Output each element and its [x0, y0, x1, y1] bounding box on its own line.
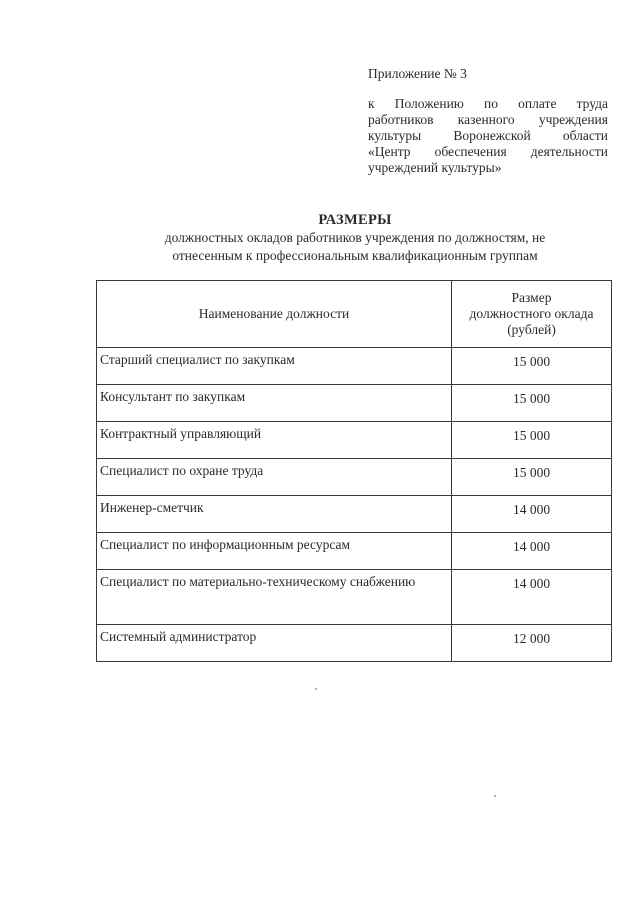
table-row	[97, 422, 612, 459]
scan-speck	[494, 795, 496, 797]
title-subline-1: должностных окладов работников учреждения по должностям, не	[164, 230, 546, 245]
amount-cell: 12 000	[452, 625, 612, 662]
amount-cell: 14 000	[452, 533, 612, 570]
amount-cell: 15 000	[452, 459, 612, 496]
document-title	[100, 211, 610, 265]
table-row	[97, 625, 612, 662]
position-cell: Контрактный управляющий	[97, 422, 452, 459]
table-row	[97, 459, 612, 496]
position-cell: Инженер-сметчик	[97, 496, 452, 533]
position-cell: Специалист по информационным ресурсам	[97, 533, 452, 570]
table-row	[97, 570, 612, 625]
header-position-name: Наименование должности	[97, 281, 452, 348]
amount-cell: 15 000	[452, 422, 612, 459]
amount-cell: 15 000	[452, 348, 612, 385]
header-amount-line: (рублей)	[507, 322, 556, 337]
table-row	[97, 496, 612, 533]
appendix-line: учреждений культуры»	[368, 160, 502, 175]
appendix-line: работников казенного учреждения	[368, 112, 608, 127]
header-amount-line: Размер	[511, 290, 552, 305]
table-row	[97, 533, 612, 570]
appendix-line: к Положению по оплате труда	[368, 96, 608, 111]
appendix-number: Приложение № 3	[368, 66, 467, 81]
table-row	[97, 348, 612, 385]
title-subline-2: отнесенным к профессиональным квалификационным группам	[172, 248, 538, 263]
amount-cell: 15 000	[452, 385, 612, 422]
appendix-block	[368, 66, 608, 176]
amount-cell: 14 000	[452, 570, 612, 625]
position-cell: Консультант по закупкам	[97, 385, 452, 422]
table-header-row	[97, 281, 612, 348]
appendix-line: «Центр обеспечения деятельности	[368, 144, 608, 159]
amount-cell: 14 000	[452, 496, 612, 533]
scan-speck	[315, 688, 317, 690]
appendix-line: культуры Воронежской области	[368, 128, 608, 143]
title-heading: РАЗМЕРЫ	[318, 212, 392, 228]
header-amount-line: должностного оклада	[469, 306, 594, 321]
position-cell: Специалист по материально-техническому снабжению	[97, 570, 452, 625]
position-cell: Старший специалист по закупкам	[97, 348, 452, 385]
table-row	[97, 385, 612, 422]
header-salary-amount	[452, 281, 612, 348]
position-cell: Системный администратор	[97, 625, 452, 662]
salary-table	[96, 280, 612, 662]
position-cell: Специалист по охране труда	[97, 459, 452, 496]
appendix-reference	[368, 96, 608, 176]
